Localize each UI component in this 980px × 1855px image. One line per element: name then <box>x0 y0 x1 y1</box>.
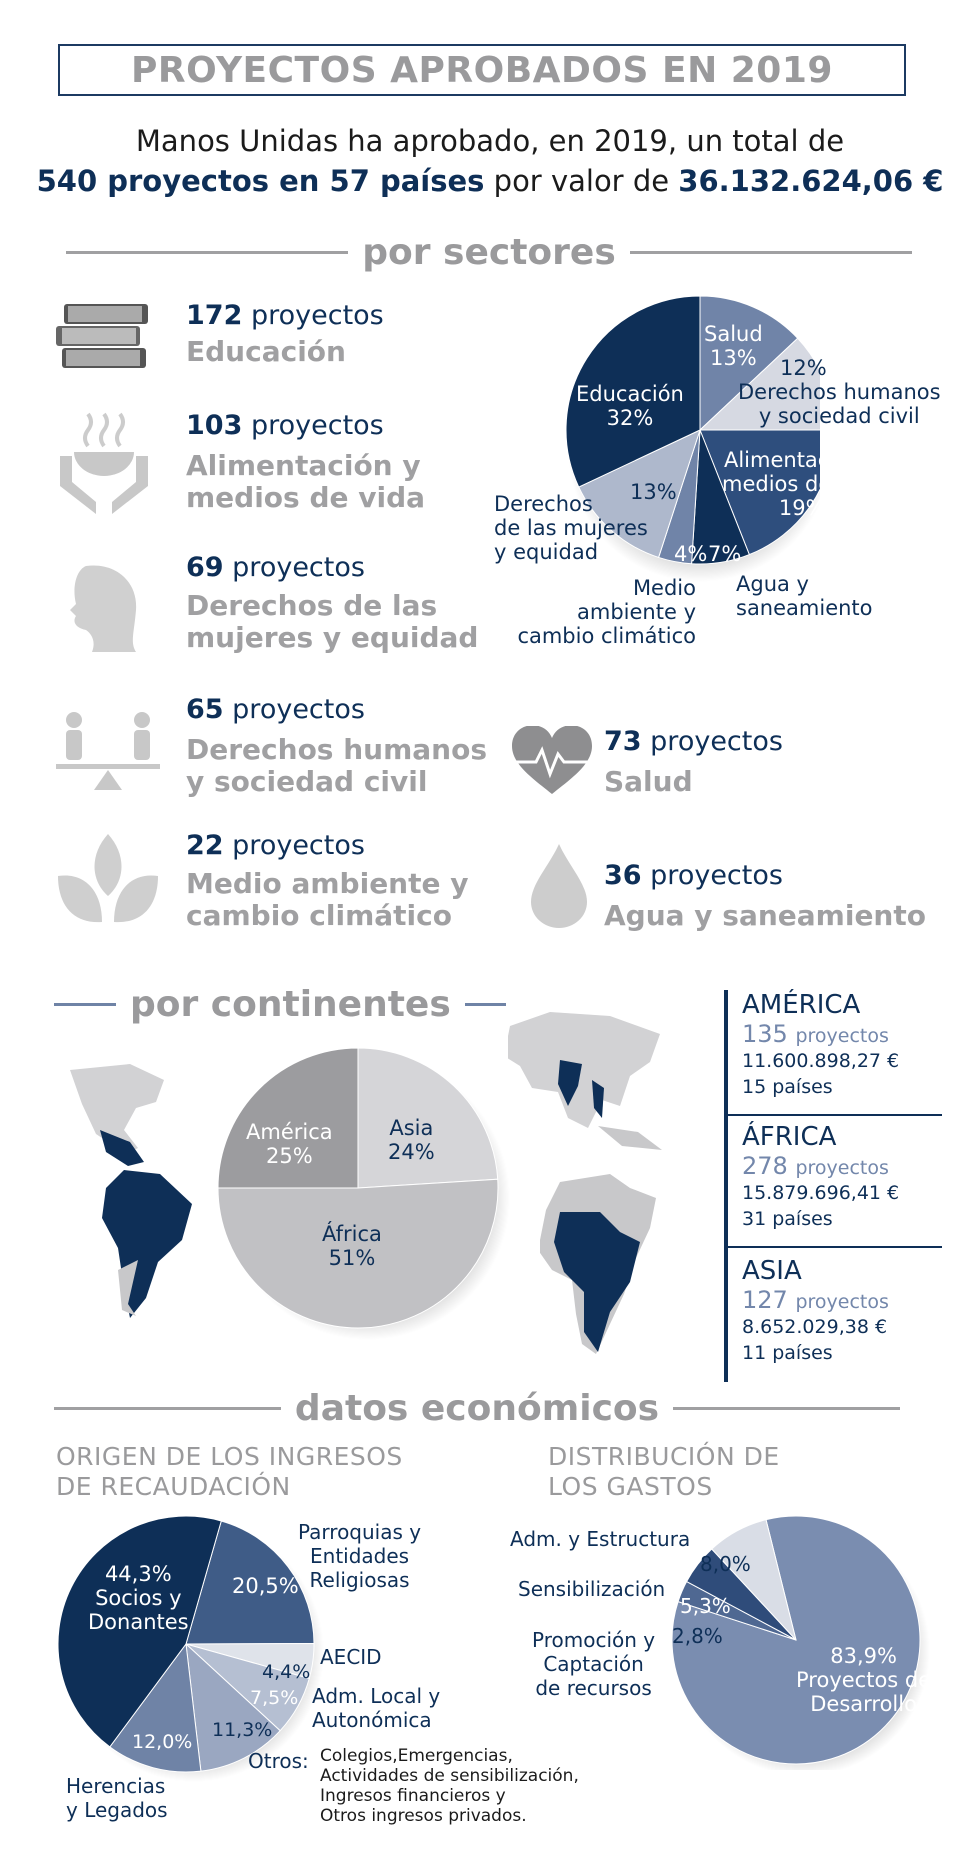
continent-name: AMÉRICA <box>742 990 861 1020</box>
pie-label-agua: Agua y saneamiento <box>736 572 873 620</box>
page-title: PROYECTOS APROBADOS EN 2019 <box>58 44 906 96</box>
expense-title: DISTRIBUCIÓN DE LOS GASTOS <box>548 1442 780 1501</box>
continent-name: ÁFRICA <box>742 1122 837 1152</box>
pie-label-ddhh: Derechos humanos y sociedad civil <box>738 380 941 428</box>
expense-label-adm: Adm. y Estructura <box>510 1527 691 1551</box>
intro-mid: por valor de <box>484 164 679 198</box>
sectors-heading <box>66 232 912 273</box>
woman-profile-icon <box>56 562 144 654</box>
pie-label-mujeres: Derechos de las mujeres y equidad <box>494 492 648 564</box>
continent-asia <box>742 1256 942 1366</box>
expense-label-prom: Promoción y Captación de recursos <box>532 1628 656 1700</box>
pie-label-america: América 25% <box>246 1120 333 1168</box>
sector-count-mujeres: 69 proyectos <box>186 552 365 583</box>
income-label-aecid-pct: 4,4% <box>262 1661 311 1683</box>
economic-heading-text: datos económicos <box>294 1388 660 1429</box>
africa-map-icon <box>540 1172 664 1364</box>
intro-total: 36.132.624,06 € <box>678 164 944 198</box>
continent-projects: 135 proyectos <box>742 1020 889 1048</box>
sector-label-ddhh: Derechos humanos y sociedad civil <box>186 733 487 798</box>
pie-label-medio-pct: 4% <box>674 542 708 566</box>
continent-name: ASIA <box>742 1256 802 1286</box>
heading-rule <box>630 251 912 254</box>
sector-count-agua: 36 proyectos <box>604 860 783 891</box>
continent-countries: 11 países <box>742 1342 833 1364</box>
continents-pie-chart <box>210 1040 510 1340</box>
heading-rule <box>54 1407 281 1410</box>
sector-count-salud: 73 proyectos <box>604 726 783 757</box>
continent-projects: 278 proyectos <box>742 1152 889 1180</box>
sector-label-salud: Salud <box>604 765 693 798</box>
intro-projects: 540 proyectos en 57 países <box>36 164 485 198</box>
economic-heading <box>54 1388 900 1429</box>
expense-label-sens-pct: 5,3% <box>680 1594 731 1618</box>
continents-heading <box>54 984 506 1025</box>
heading-rule <box>673 1407 900 1410</box>
income-label-parroquias-pct: 20,5% <box>232 1574 299 1598</box>
food-bowl-icon <box>56 408 152 516</box>
sector-label-agua: Agua y saneamiento <box>604 899 926 932</box>
pie-label-asia: Asia 24% <box>388 1116 435 1164</box>
continent-africa <box>742 1122 942 1232</box>
expense-label-adm-pct: 8,0% <box>700 1552 751 1576</box>
income-label-herencias-pct: 12,0% <box>132 1731 193 1753</box>
expense-label-proyectos: 83,9% Proyectos de Desarrollo <box>796 1644 932 1716</box>
balance-scale-icon <box>56 710 160 792</box>
heading-rule <box>66 251 348 254</box>
expense-label-prom-pct: 2,8% <box>672 1624 723 1648</box>
income-label-parroquias: Parroquias y Entidades Religiosas <box>298 1520 422 1592</box>
divider <box>728 1114 942 1116</box>
sector-count-alimentacion: 103 proyectos <box>186 410 384 441</box>
pie-label-africa: África 51% <box>322 1222 382 1270</box>
continents-heading-text: por continentes <box>130 984 451 1025</box>
sector-count-medio: 22 proyectos <box>186 830 365 861</box>
heading-rule <box>54 1003 116 1006</box>
income-label-otros: Otros: <box>248 1749 309 1773</box>
income-label-otros-pct: 11,3% <box>212 1719 273 1741</box>
pie-label-mujeres-pct: 13% <box>630 480 677 504</box>
continent-summary <box>724 990 942 1382</box>
income-label-socios: 44,3% Socios y Donantes <box>88 1562 189 1634</box>
continent-amount: 15.879.696,41 € <box>742 1182 900 1204</box>
sector-label-educacion: Educación <box>186 335 346 368</box>
pie-label-salud: Salud 13% <box>704 322 763 370</box>
water-drop-icon <box>530 842 588 930</box>
sector-label-alimentacion: Alimentación y medios de vida <box>186 449 426 514</box>
pie-label-medio: Medio ambiente y cambio climático <box>517 576 696 648</box>
sectors-heading-text: por sectores <box>362 232 616 273</box>
income-otros-detail: Colegios,Emergencias, Actividades de sensibilización, Ingresos financieros y Otros ingresos privados. <box>320 1746 579 1826</box>
books-icon <box>56 296 152 376</box>
pie-label-ddhh-pct: 12% <box>780 356 827 380</box>
expense-label-sens: Sensibilización <box>518 1577 666 1601</box>
intro-line-1: Manos Unidas ha aprobado, en 2019, un total de <box>135 124 845 158</box>
continent-america <box>742 990 942 1100</box>
sector-label-medio: Medio ambiente y cambio climático <box>186 867 469 932</box>
divider <box>728 1246 942 1248</box>
sector-label-mujeres: Derechos de las mujeres y equidad <box>186 589 479 654</box>
pie-label-educacion: Educación 32% <box>576 382 684 430</box>
leaves-icon <box>56 832 160 928</box>
continent-amount: 11.600.898,27 € <box>742 1050 900 1072</box>
heading-rule <box>465 1003 506 1006</box>
income-label-adm: Adm. Local y Autonómica <box>312 1684 441 1732</box>
asia-map-icon <box>508 1006 670 1156</box>
income-title: ORIGEN DE LOS INGRESOS DE RECAUDACIÓN <box>56 1442 403 1501</box>
sector-count-educacion: 172 proyectos <box>186 300 384 331</box>
income-label-herencias: Herencias y Legados <box>66 1774 168 1822</box>
continent-countries: 15 países <box>742 1076 833 1098</box>
sector-count-ddhh: 65 proyectos <box>186 694 365 725</box>
americas-map-icon <box>60 1060 200 1320</box>
continent-amount: 8.652.029,38 € <box>742 1316 888 1338</box>
pie-label-alimentacion: Alimentación y medios de vida 19% <box>722 448 883 520</box>
continent-countries: 31 países <box>742 1208 833 1230</box>
continent-projects: 127 proyectos <box>742 1286 889 1314</box>
heart-pulse-icon <box>510 726 594 796</box>
income-label-adm-pct: 7,5% <box>250 1687 299 1709</box>
intro-line-2 <box>0 164 980 198</box>
income-label-aecid: AECID <box>320 1645 382 1669</box>
pie-label-agua-pct: 7% <box>708 542 742 566</box>
